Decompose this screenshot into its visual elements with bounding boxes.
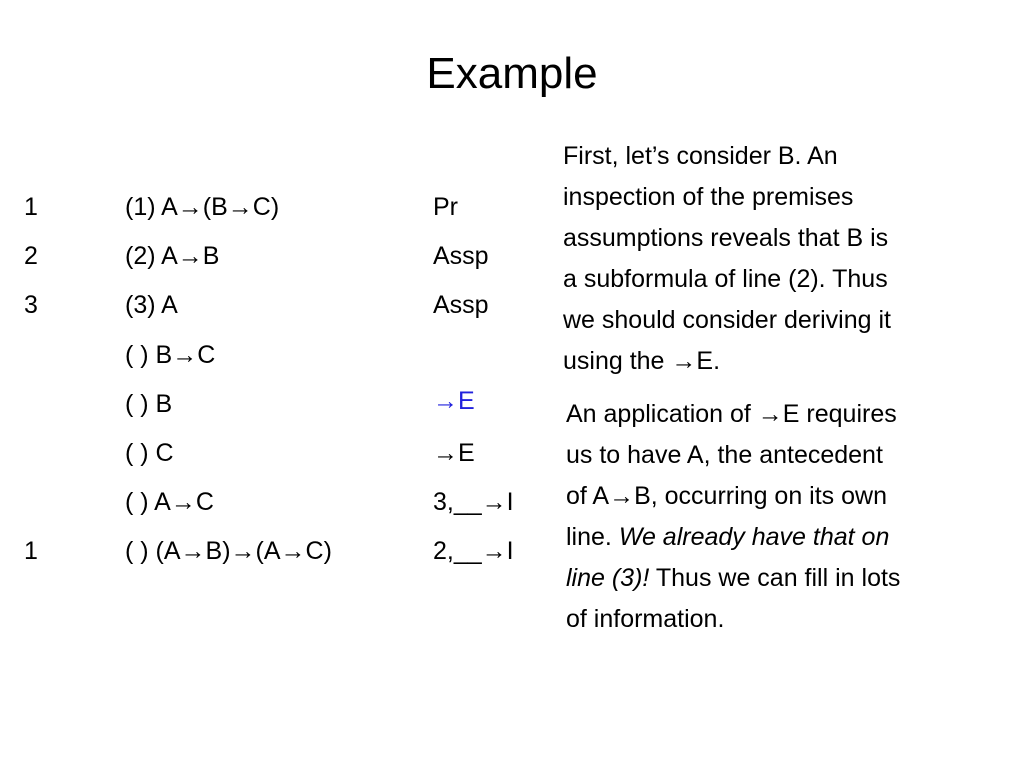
note-text: line. [566,523,619,551]
note-line: of information. [566,605,725,633]
formula: ( ) A→C [125,488,214,516]
note-line: First, let’s consider B. An [563,142,838,170]
slide-title: Example [426,49,598,98]
formula: (3) A [125,291,178,319]
note-line: a subformula of line (2). Thus [563,265,888,293]
formula: ( ) B→C [125,341,216,369]
note-line [566,517,900,558]
note-line [566,558,900,599]
explanation-note-first [563,136,891,382]
note-line: inspection of the premises [563,183,854,211]
dependency: 2 [24,242,38,270]
formula: (1) A→(B→C) [125,193,280,221]
note-line: us to have A, the antecedent [566,441,883,469]
justification: 3,__→I [433,488,514,516]
dependency: 3 [24,291,38,319]
note-line: assumptions reveals that B is [563,224,889,252]
note-text: Thus we can fill in lots [649,564,901,592]
note-emphasis: line (3)! [566,564,650,592]
note-line: An application of →E requires [566,400,897,428]
note-line: we should consider deriving it [563,306,891,334]
formula: ( ) C [125,439,174,467]
justification: Assp [433,291,489,319]
justification: →E [433,439,475,467]
explanation-note-second [566,394,900,640]
note-emphasis: We already have that on [618,523,890,551]
justification-highlighted: →E [433,387,475,415]
formula: (2) A→B [125,242,220,270]
dependency: 1 [24,193,38,221]
justification: Assp [433,242,489,270]
formula: ( ) B [125,390,173,418]
dependency: 1 [24,537,38,565]
justification: 2,__→I [433,537,514,565]
note-line: using the →E. [563,347,721,375]
formula: ( ) (A→B)→(A→C) [125,537,332,565]
note-line: of A→B, occurring on its own [566,482,887,510]
justification: Pr [433,193,458,221]
